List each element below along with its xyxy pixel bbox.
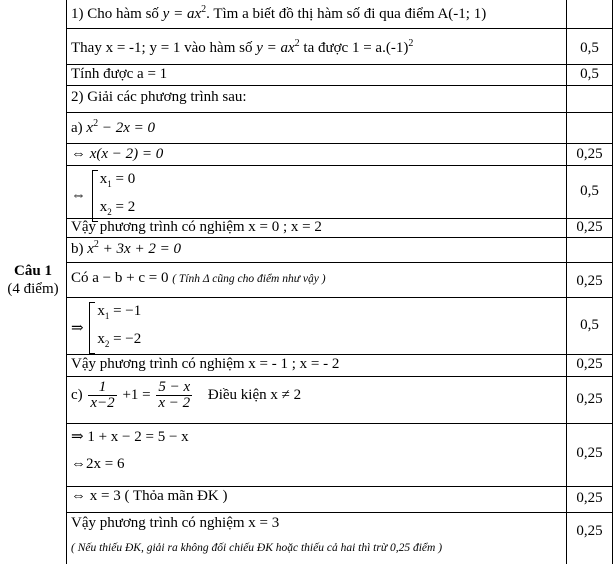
row-part1-question: 1) Cho hàm số $y = ax^2$. Tìm a biết đồ thị hàm số đi qua điểm A(-1; 1) — [71, 4, 487, 22]
row-divider — [66, 143, 613, 144]
score-cell: 0,5 — [580, 66, 599, 82]
row-roots-b: ⇒ $x_1 = -1$ $x_2 = -2$ — [71, 300, 141, 356]
row-factor-a: ⇔ x(x − 2) = 0 — [71, 146, 164, 162]
row-equation-a: a) $x^2 - 2x = 0$ — [71, 118, 155, 136]
row-divider — [66, 262, 613, 263]
score-cell: 0,25 — [576, 490, 603, 506]
row-divider — [66, 64, 613, 65]
row-divider — [66, 297, 613, 298]
equation-system: $x_1 = 0$ $x_2 = 2$ — [90, 168, 135, 224]
row-divider — [66, 354, 613, 355]
row-divider — [66, 376, 613, 377]
row-divider — [66, 85, 613, 86]
row-divider — [66, 165, 613, 166]
score-cell: 0,25 — [576, 391, 603, 407]
fraction: $\frac{5 - x}{x - 2}$ — [158, 379, 191, 411]
row-result-a: Tính được a = 1 — [71, 66, 168, 82]
row-coefficient-b: Có a − b + c = 0 ( Tính Δ cũng cho điểm như vậy ) — [71, 270, 326, 286]
row-divider — [66, 237, 613, 238]
row-conclusion-c: Vậy phương trình có nghiệm x = 3 — [71, 515, 280, 531]
question-points: (4 điểm) — [7, 281, 59, 297]
row-divider — [66, 512, 613, 513]
row-divider — [66, 423, 613, 424]
row-divider — [66, 486, 613, 487]
row-divider — [66, 112, 613, 113]
score-cell: 0,5 — [580, 317, 599, 333]
grading-note: ( Nếu thiếu ĐK, giải ra không đối chiếu ĐK hoặc thiếu cả hai thì trừ 0,25 điểm ) — [71, 542, 443, 554]
row-simplify-c: ⇔2x = 6 — [71, 456, 125, 472]
row-solution-c: ⇔ x = 3 ( Thỏa mãn ĐK ) — [71, 488, 228, 504]
score-cell: 0,25 — [576, 146, 603, 162]
grading-table — [66, 0, 613, 564]
row-equation-b: b) $x^2 + 3x + 2 = 0$ — [71, 239, 181, 257]
score-cell: 0,5 — [580, 183, 599, 199]
score-cell: 0,5 — [580, 40, 599, 56]
question-number: Câu 1 — [14, 263, 52, 279]
score-cell: 0,25 — [576, 356, 603, 372]
row-conclusion-b: Vậy phương trình có nghiệm x = - 1 ; x = - 2 — [71, 356, 340, 372]
row-divider — [66, 28, 613, 29]
question-label — [0, 262, 66, 298]
score-cell: 0,25 — [576, 523, 603, 539]
row-conclusion-a: Vậy phương trình có nghiệm x = 0 ; x = 2 — [71, 219, 322, 235]
row-part2-heading: 2) Giải các phương trình sau: — [71, 89, 247, 105]
score-cell: 0,25 — [576, 445, 603, 461]
score-cell: 0,25 — [576, 219, 603, 235]
fraction: $\frac{1}{x-2}$ — [90, 379, 115, 411]
row-equation-c: c) $\frac{1}{x-2}$ +1 = $\frac{5 - x}{x - 2}$ Điều kiện x ≠ 2 — [71, 379, 302, 411]
row-transform-c: ⇒ 1 + x − 2 = 5 − x — [71, 429, 189, 445]
score-cell: 0,25 — [576, 273, 603, 289]
row-roots-a: ⇔ $x_1 = 0$ $x_2 = 2$ — [71, 168, 135, 224]
row-substitute: Thay x = -1; y = 1 vào hàm số $y = ax^2$ ta được $1 = a.(-1)^2$ — [71, 38, 414, 56]
equation-system: $x_1 = -1$ $x_2 = -2$ — [87, 300, 141, 356]
